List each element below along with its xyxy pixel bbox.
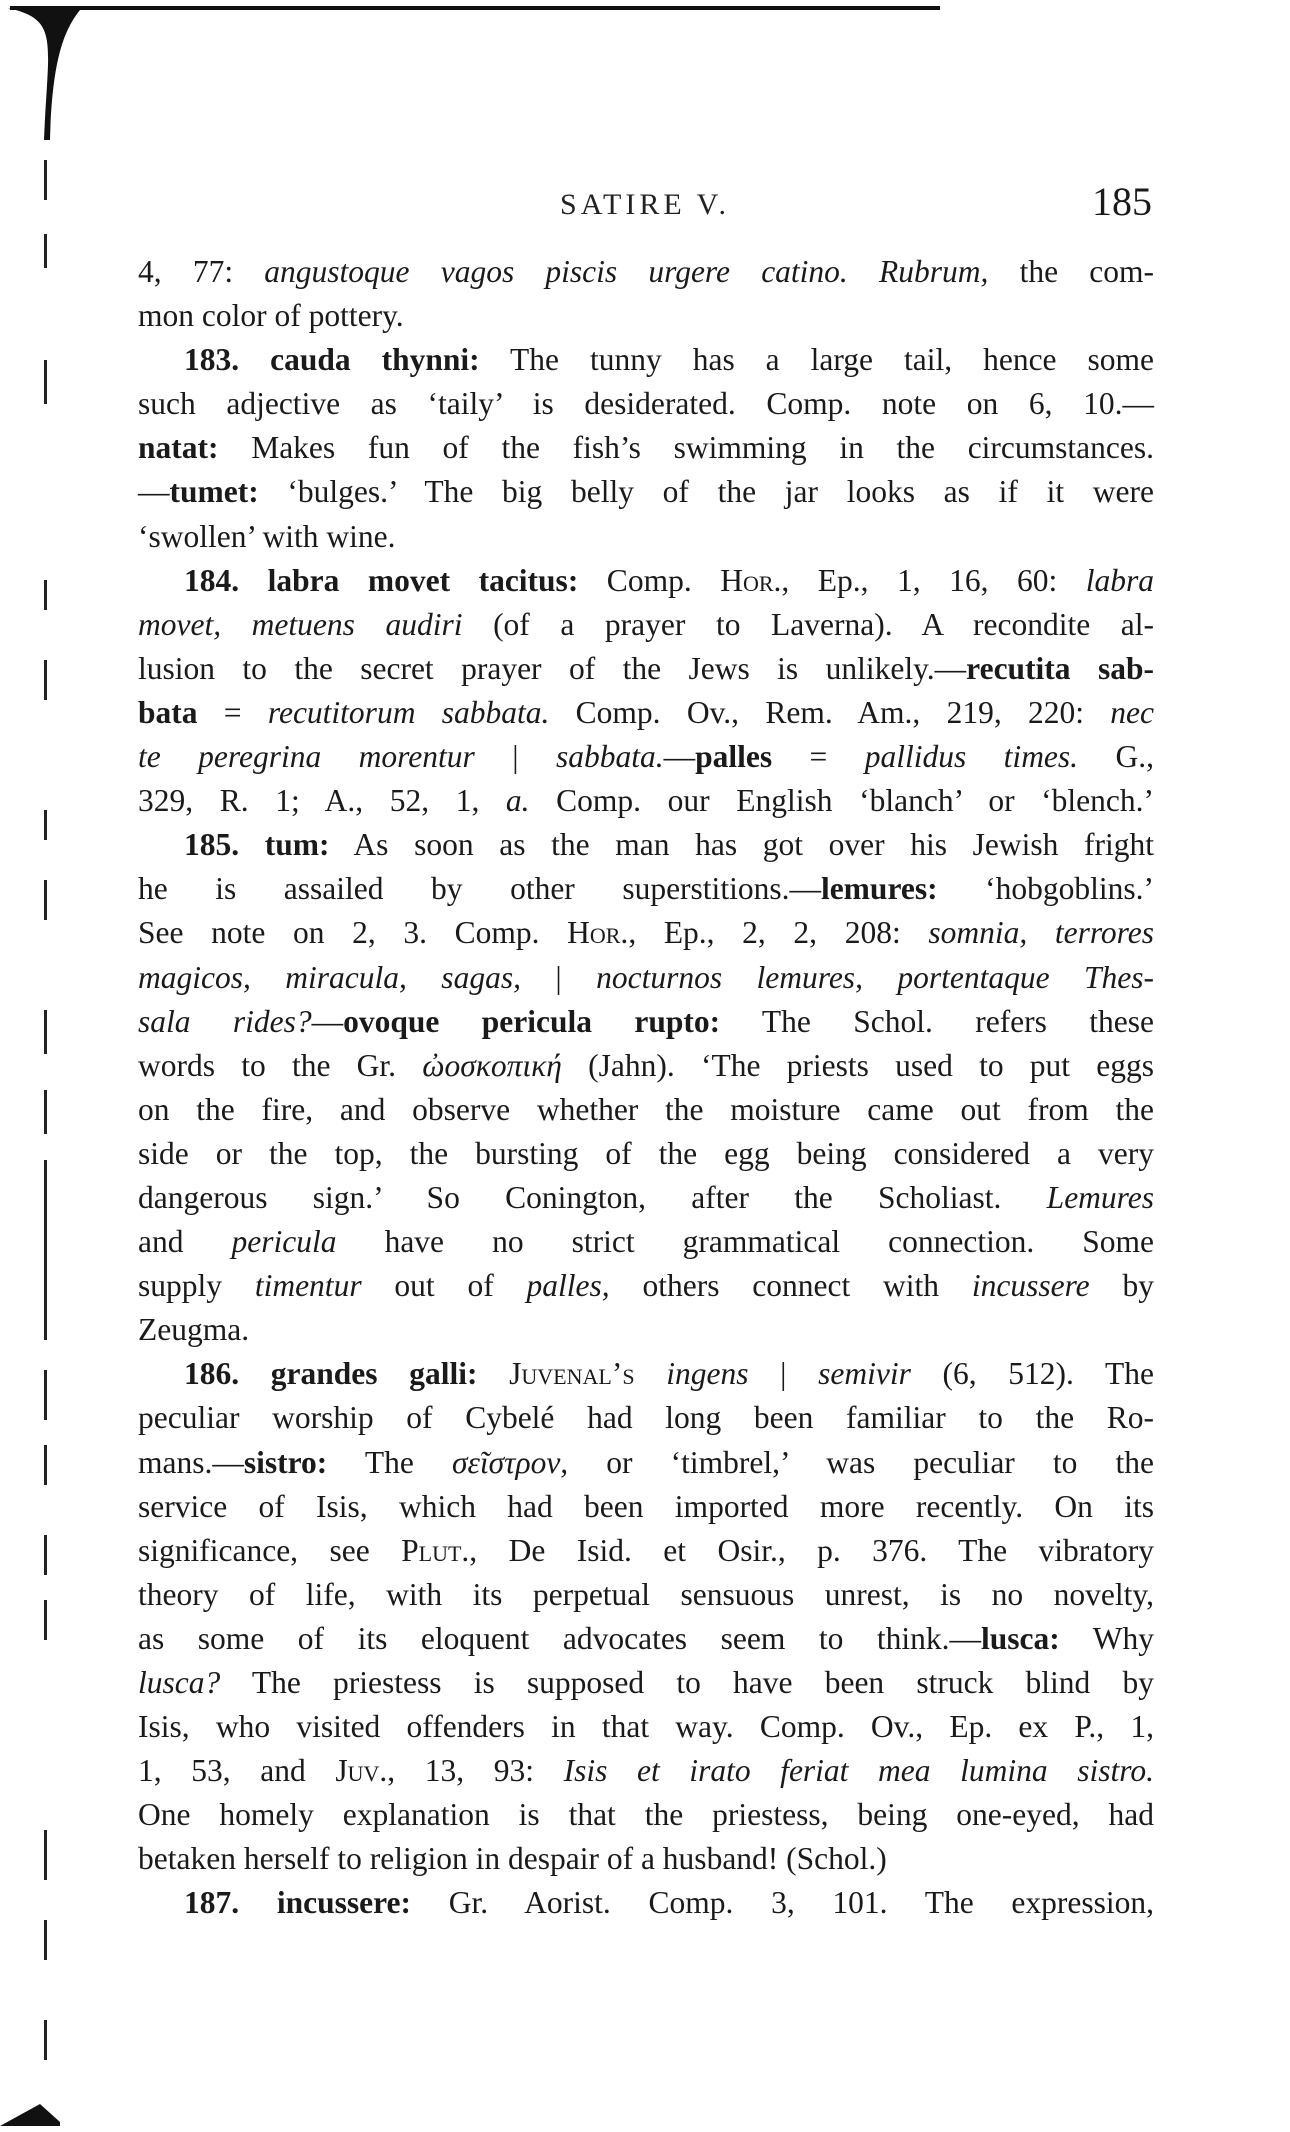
text-run: significance, see: [138, 1532, 402, 1568]
text-line: [138, 779, 1154, 823]
text-line: [138, 1837, 1154, 1881]
quotation-text: Isis et irato feriat mea lumina sistro.: [563, 1753, 1154, 1789]
text-run: —: [138, 474, 170, 510]
binding-shadow-mark: [44, 810, 47, 840]
text-line: [138, 1529, 1154, 1573]
quotation-text: pallidus times.: [864, 739, 1079, 775]
text-line: [138, 294, 1154, 338]
text-run: betaken herself to religion in despair of a husband! (Schol.): [138, 1841, 887, 1877]
text-line: [138, 647, 1154, 691]
text-line: [138, 559, 1154, 603]
text-line: [138, 691, 1154, 735]
text-run: he is assailed by other superstitions.—: [138, 871, 821, 907]
text-run: (6, 512). The: [910, 1356, 1154, 1392]
lemma-text: 187. incussere:: [184, 1885, 412, 1921]
text-line: [138, 1396, 1154, 1440]
quotation-text: nocturnos lemures, portentaque Thes-: [596, 959, 1154, 995]
text-run: (of a prayer to Laverna). A recondite al-: [462, 606, 1154, 642]
text-line: [138, 1749, 1154, 1793]
text-run: =: [197, 694, 268, 730]
lemma-text: lemures:: [820, 871, 938, 907]
quotation-text: nec: [1110, 694, 1154, 730]
text-run: , 13, 93:: [387, 1753, 564, 1789]
text-run: ‘bulges.’ The big belly of the jar looks as if it were: [258, 474, 1154, 510]
text-run: service of Isis, which had been imported more recently. On its: [138, 1488, 1154, 1524]
text-line: [138, 1352, 1154, 1396]
lemma-text: lusca:: [981, 1620, 1060, 1656]
text-line: [138, 867, 1154, 911]
lemma-text: 184. labra movet tacitus:: [184, 562, 579, 598]
text-run: Isis, who visited offenders in that way. Comp. Ov., Ep. ex P., 1,: [138, 1709, 1154, 1745]
text-run: [477, 1356, 509, 1391]
text-run: The priestess is supposed to have been struck blind by: [220, 1665, 1154, 1700]
lemma-text: natat:: [138, 430, 219, 466]
text-run: One homely explanation is that the priestess, being one-eyed, had: [138, 1797, 1154, 1833]
text-run: —: [311, 1003, 344, 1039]
text-line: [138, 1264, 1154, 1308]
text-line: [138, 470, 1154, 514]
lemma-text: palles: [695, 739, 773, 775]
text-line: [138, 1485, 1154, 1529]
binding-shadow-mark: [44, 1010, 47, 1054]
author-name: Plut.: [401, 1532, 470, 1568]
text-run: as some of its eloquent advocates seem to think.—: [138, 1620, 982, 1656]
text-run: Gr. Aorist. Comp. 3, 101. The expression,: [411, 1885, 1154, 1921]
text-run: Why: [1059, 1620, 1154, 1656]
quotation-text: movet, metuens audiri: [138, 606, 463, 642]
text-run: others connect with: [609, 1268, 972, 1304]
text-line: [138, 1088, 1154, 1132]
lemma-text: tumet:: [169, 474, 259, 510]
binding-shadow-mark: [44, 234, 47, 268]
text-run: peculiar worship of Cybelé had long been familiar to the Ro-: [138, 1400, 1154, 1436]
text-run: mans.—: [138, 1444, 244, 1480]
text-run: 1, 53, and: [138, 1753, 336, 1789]
author-name: Hor.: [720, 562, 782, 598]
text-line: [138, 338, 1154, 382]
text-run: Comp. our English ‘blanch’ or ‘blench.’: [529, 783, 1154, 819]
quotation-text: lusca?: [138, 1665, 221, 1700]
text-line: [138, 1617, 1154, 1661]
quotation-text: labra: [1085, 562, 1155, 598]
text-line: [138, 382, 1154, 426]
text-run: side or the top, the bursting of the egg being considered a very: [138, 1135, 1154, 1171]
text-run: As soon as the man has got over his Jewish fright: [329, 827, 1154, 863]
text-run: Zeugma.: [138, 1312, 250, 1348]
quotation-text: a.: [505, 783, 530, 819]
lemma-text: 185. tum:: [184, 827, 330, 863]
text-run: Makes fun of the fish’s swimming in the circumstances.: [218, 430, 1154, 466]
text-line: [138, 1044, 1154, 1088]
text-run: The: [327, 1444, 452, 1480]
text-run: |: [474, 739, 556, 775]
binding-shadow-mark: [44, 360, 47, 404]
lemma-text: 186. grandes galli:: [184, 1356, 478, 1392]
binding-shadow-mark: [44, 1160, 47, 1340]
text-line: [138, 603, 1154, 647]
quotation-text: sabbata.: [555, 739, 664, 775]
binding-shadow-mark: [44, 1445, 47, 1485]
binding-shadow-mark: [44, 2020, 47, 2060]
lemma-text: sistro:: [243, 1444, 328, 1480]
text-run: out of: [361, 1268, 527, 1304]
commentary-text: [138, 250, 1154, 1926]
text-line: [138, 1220, 1154, 1264]
text-run: , De Isid. et Osir., p. 376. The vibratory: [469, 1532, 1154, 1568]
text-run: The Schol. refers these: [720, 1003, 1154, 1039]
text-line: [138, 1793, 1154, 1837]
text-run: or ‘timbrel,’ was peculiar to the: [568, 1444, 1154, 1480]
text-run: [635, 1356, 667, 1391]
text-run: mon color of pottery.: [138, 298, 404, 334]
text-run: Comp.: [578, 562, 721, 598]
quotation-text: Rubrum,: [879, 254, 989, 289]
running-head: SATIRE V.: [560, 188, 730, 221]
lemma-text: ovoque pericula rupto:: [343, 1003, 721, 1039]
text-run: on the fire, and observe whether the moisture came out from the: [138, 1091, 1154, 1127]
text-run: |: [520, 959, 597, 995]
text-line: [138, 1308, 1154, 1352]
quotation-text: te peregrina morentur: [138, 739, 475, 775]
text-run: |: [748, 1356, 819, 1392]
text-run: ‘swollen’ with wine.: [138, 518, 396, 554]
text-line: [138, 1132, 1154, 1176]
text-line: [138, 1176, 1154, 1220]
text-run: 329, R. 1; A., 52, 1,: [138, 783, 506, 819]
binding-shadow-mark: [44, 580, 47, 610]
lemma-text: recutita sab-: [966, 650, 1154, 686]
scan-bottom-mark: [0, 2092, 80, 2132]
quotation-text: pericula: [231, 1224, 337, 1260]
binding-shadow-mark: [44, 1370, 47, 1420]
text-line: [138, 1573, 1154, 1617]
scan-edge-rule: [10, 6, 940, 10]
text-run: and: [138, 1224, 232, 1260]
text-line: [138, 735, 1154, 779]
binding-shadow-mark: [44, 1090, 47, 1134]
text-line: [138, 1441, 1154, 1485]
binding-shadow-mark: [44, 880, 47, 920]
author-name: Juvenal’s: [509, 1356, 635, 1392]
text-line: [138, 911, 1154, 955]
text-run: Comp. Ov., Rem. Am., 219, 220:: [549, 694, 1111, 730]
quotation-text: magicos, miracula, sagas,: [138, 959, 521, 995]
binding-shadow-mark: [44, 1920, 47, 1960]
quotation-text: incussere: [971, 1268, 1090, 1304]
quotation-text: palles,: [526, 1268, 610, 1304]
quotation-text: timentur: [254, 1268, 362, 1304]
author-name: Juv.: [335, 1753, 388, 1789]
text-line: [138, 1000, 1154, 1044]
text-run: such adjective as ‘taily’ is desiderated. Comp. note on 6, 10.—: [138, 386, 1154, 422]
text-line: [138, 1705, 1154, 1749]
text-run: ‘hobgoblins.’: [937, 871, 1154, 907]
quotation-text: ingens: [666, 1356, 749, 1392]
text-line: [138, 823, 1154, 867]
quotation-text: angustoque vagos piscis urgere catino.: [264, 254, 848, 289]
text-line: [138, 956, 1154, 1000]
binding-shadow-mark: [44, 660, 47, 700]
text-line: [138, 1881, 1154, 1925]
quotation-text: sala rides?: [138, 1003, 312, 1039]
text-run: G.,: [1078, 739, 1154, 775]
text-run: , Ep., 2, 2, 208:: [628, 915, 929, 951]
lemma-text: bata: [138, 694, 198, 730]
text-run: theory of life, with its perpetual sensuous unrest, is no novelty,: [138, 1576, 1154, 1612]
text-run: the com-: [988, 254, 1154, 289]
quotation-text: semivir: [818, 1356, 911, 1392]
binding-shadow-mark: [44, 1830, 47, 1880]
text-run: 4, 77:: [138, 254, 265, 289]
text-run: by: [1089, 1268, 1154, 1304]
quotation-text: somnia, terrores: [928, 915, 1154, 951]
lemma-text: 183. cauda thynni:: [184, 342, 480, 378]
text-run: (Jahn). ‘The priests used to put eggs: [561, 1047, 1155, 1083]
binding-shadow-mark: [44, 1535, 47, 1575]
text-run: —: [663, 739, 696, 775]
quotation-text: recutitorum sabbata.: [267, 694, 550, 730]
quotation-text: Lemures: [1046, 1179, 1154, 1215]
text-run: words to the Gr.: [138, 1047, 423, 1083]
quotation-text: σεῖστρον,: [451, 1444, 569, 1480]
quotation-text: ὠοσκοπική: [422, 1047, 562, 1083]
text-run: have no strict grammatical connection. Some: [336, 1224, 1154, 1260]
text-run: =: [772, 739, 865, 775]
text-run: supply: [138, 1268, 255, 1304]
author-name: Hor.: [567, 915, 629, 951]
text-line: [138, 515, 1154, 559]
text-run: dangerous sign.’ So Conington, after the Scholiast.: [138, 1179, 1047, 1215]
text-run: The tunny has a large tail, hence some: [479, 342, 1154, 378]
text-run: [848, 254, 879, 289]
text-run: See note on 2, 3. Comp.: [138, 915, 568, 951]
page-number: 185: [1092, 179, 1152, 224]
text-run: , Ep., 1, 16, 60:: [781, 562, 1086, 598]
text-run: lusion to the secret prayer of the Jews is unlikely.—: [138, 650, 967, 686]
text-line: [138, 426, 1154, 470]
binding-shadow-mark: [44, 1600, 47, 1640]
scan-corner-mark: [0, 0, 80, 140]
text-line: [138, 250, 1154, 294]
text-line: [138, 1661, 1154, 1705]
